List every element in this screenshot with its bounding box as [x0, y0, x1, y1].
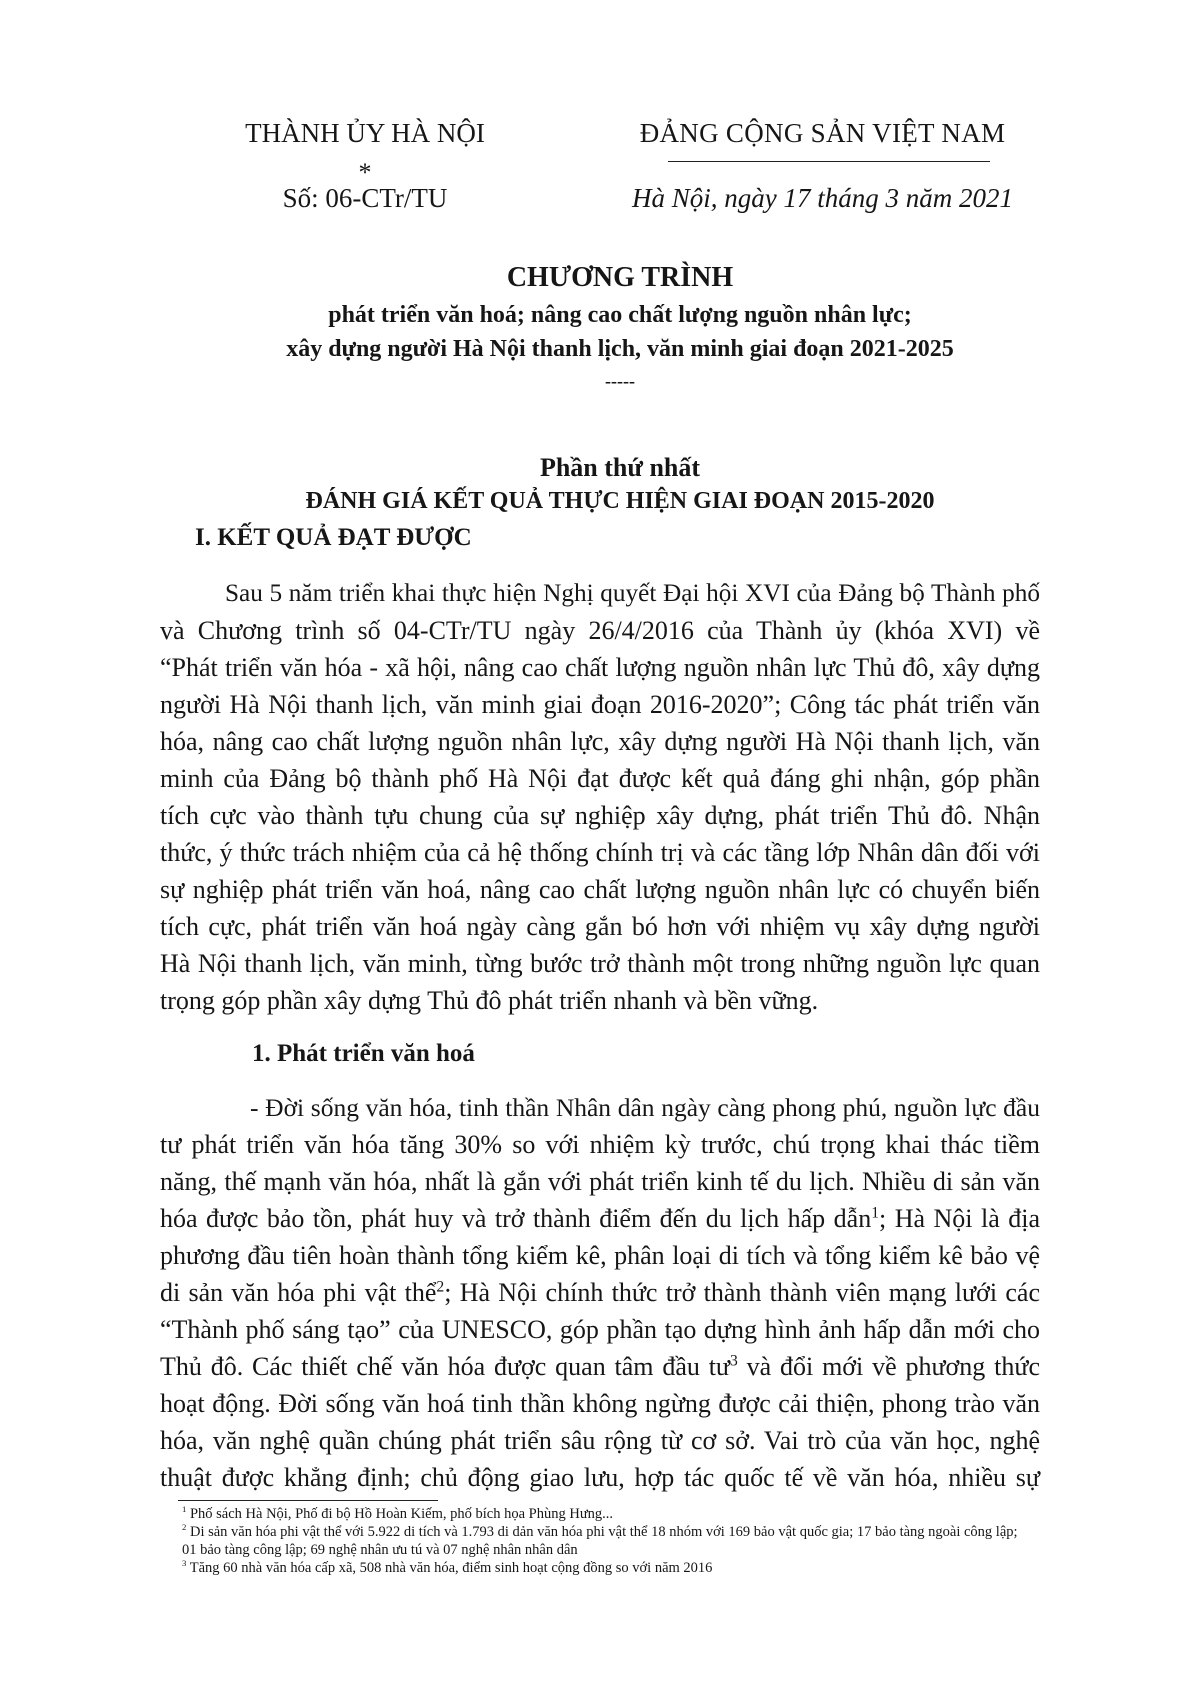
paragraph-line: “Thành phố sáng tạo” của UNESCO, góp phần tạo dựng hình ảnh hấp dẫn mới cho — [160, 1315, 1040, 1344]
party-name-underline — [668, 161, 990, 162]
paragraph-line: Sau 5 năm triển khai thực hiện Nghị quyết Đại hội XVI của Đảng bộ Thành phố — [225, 579, 1040, 607]
document-subtitle-line1: phát triển văn hoá; nâng cao chất lượng nguồn nhân lực; — [328, 302, 912, 328]
footnote-1 — [182, 1506, 613, 1523]
paragraph-line: “Phát triển văn hóa - xã hội, nâng cao chất lượng nguồn nhân lực Thủ đô, xây dựng — [160, 653, 1040, 682]
paragraph-line — [160, 1204, 1040, 1234]
footnote-divider — [178, 1500, 438, 1501]
line-text: ; Hà Nội là địa — [879, 1204, 1040, 1233]
paragraph-line: minh của Đảng bộ thành phố Hà Nội đạt được kết quả đáng ghi nhận, góp phần — [160, 764, 1040, 793]
paragraph-line: Hà Nội thanh lịch, văn minh, từng bước trở thành một trong những nguồn lực quan — [160, 949, 1040, 978]
paragraph-line: phương đầu tiên hoàn thành tổng kiểm kê, phân loại di tích và tổng kiểm kê bảo vệ — [160, 1241, 1040, 1270]
paragraph-line: hóa, nâng cao chất lượng nguồn nhân lực, xây dựng người Hà Nội thanh lịch, văn — [160, 727, 1040, 756]
document-title: CHƯƠNG TRÌNH — [506, 262, 734, 293]
document-number: Số: 06-CTr/TU — [282, 183, 448, 213]
paragraph-line: người Hà Nội thanh lịch, văn minh giai đoạn 2016-2020”; Công tác phát triển văn — [160, 690, 1040, 719]
paragraph-line: tư phát triển văn hóa tăng 30% so với nhiệm kỳ trước, chú trọng khai thác tiềm — [160, 1130, 1040, 1159]
party-name: ĐẢNG CỘNG SẢN VIỆT NAM — [639, 118, 1006, 148]
issuing-org: THÀNH ỦY HÀ NỘI — [245, 118, 485, 148]
part-label: Phần thứ nhất — [539, 453, 701, 482]
footnote-ref-1[interactable]: 1 — [871, 1204, 879, 1222]
header-star: * — [358, 158, 372, 187]
place-date: Hà Nội, ngày 17 tháng 3 năm 2021 — [632, 183, 1013, 213]
paragraph-line: hoạt động. Đời sống văn hoá tinh thần không ngừng được cải thiện, phong trào văn — [160, 1389, 1040, 1418]
paragraph-line: thức, ý thức trách nhiệm của cả hệ thống chính trị và các tầng lớp Nhân dân đối với — [160, 838, 1040, 867]
title-separator: ----- — [605, 371, 635, 391]
part-heading: ĐÁNH GIÁ KẾT QUẢ THỰC HIỆN GIAI ĐOẠN 2015-2020 — [305, 488, 935, 514]
line-text: ; Hà Nội chính thức trở thành thành viên mạng lưới các — [444, 1278, 1040, 1307]
footnote-2 — [182, 1524, 1018, 1541]
line-text: hóa được bảo tồn, phát huy và trở thành điểm đến du lịch hấp dẫn — [160, 1204, 872, 1233]
footnote-2-continued: 01 bảo tàng công lập; 69 nghệ nhân ưu tú và 07 nghệ nhân nhân dân — [182, 1542, 578, 1558]
paragraph-line: tích cực vào thành tựu chung của sự nghiệp xây dựng, phát triển Thủ đô. Nhận — [160, 801, 1040, 830]
line-text: di sản văn hóa phi vật thể — [160, 1278, 437, 1307]
paragraph-line: - Đời sống văn hóa, tinh thần Nhân dân ngày càng phong phú, nguồn lực đầu — [250, 1093, 1040, 1122]
footnote-number: 3 — [182, 1558, 187, 1569]
paragraph-line: năng, thế mạnh văn hóa, nhất là gắn với phát triển kinh tế du lịch. Nhiều di sản văn — [160, 1167, 1040, 1196]
footnote-number: 2 — [182, 1522, 187, 1533]
paragraph-line: thuật được khẳng định; chủ động giao lưu, hợp tác quốc tế về văn hóa, nhiều sự — [160, 1463, 1040, 1492]
footnote-3 — [182, 1560, 712, 1577]
paragraph-line: và Chương trình số 04-CTr/TU ngày 26/4/2016 của Thành ủy (khóa XVI) về — [160, 616, 1040, 645]
footnote-number: 1 — [182, 1504, 187, 1515]
footnote-ref-3[interactable]: 3 — [730, 1352, 738, 1370]
paragraph-line: tích cực, phát triển văn hoá ngày càng gắn bó hơn với nhiệm vụ xây dựng người — [160, 912, 1040, 941]
section-heading: I. KẾT QUẢ ĐẠT ĐƯỢC — [195, 524, 472, 551]
footnote-text: Tăng 60 nhà văn hóa cấp xã, 508 nhà văn hóa, điểm sinh hoạt cộng đồng so với năm 2016 — [189, 1560, 713, 1576]
paragraph-line: sự nghiệp phát triển văn hoá, nâng cao chất lượng nguồn nhân lực có chuyển biến — [160, 875, 1040, 904]
line-text: Thủ đô. Các thiết chế văn hóa được quan tâm đầu tư — [160, 1352, 731, 1381]
footnote-text: Di sản văn hóa phi vật thể với 5.922 di tích và 1.793 di dản văn hóa phi vật thể 18 nhóm với 169 bảo vật quốc gia; 17 bảo tàng ngoài công lập; — [189, 1524, 1018, 1540]
footnote-text: Phố sách Hà Nội, Phố đi bộ Hồ Hoàn Kiếm, phố bích họa Phùng Hưng... — [189, 1506, 614, 1522]
footnote-ref-2[interactable]: 2 — [436, 1278, 445, 1296]
paragraph-line — [160, 1352, 1040, 1382]
document-subtitle-line2: xây dựng người Hà Nội thanh lịch, văn minh giai đoạn 2021-2025 — [286, 336, 954, 362]
paragraph-line: hóa, văn nghệ quần chúng phát triển sâu rộng từ cơ sở. Vai trò của văn học, nghệ — [160, 1426, 1040, 1455]
line-text: và đổi mới về phương thức — [737, 1352, 1040, 1381]
subsection-heading: 1. Phát triển văn hoá — [252, 1040, 475, 1067]
paragraph-line — [160, 1278, 1040, 1308]
paragraph-line: trọng góp phần xây dựng Thủ đô phát triển nhanh và bền vững. — [160, 986, 819, 1015]
